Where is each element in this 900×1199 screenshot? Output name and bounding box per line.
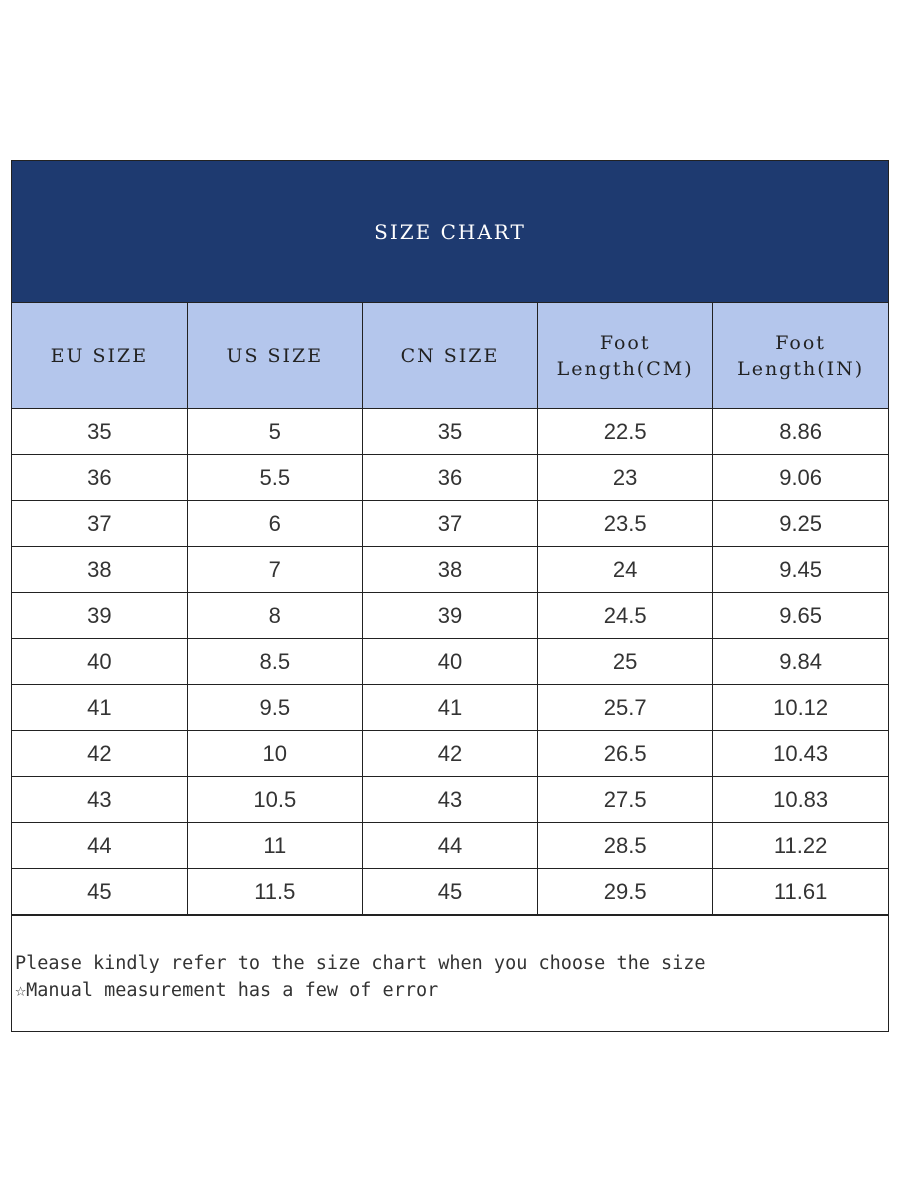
column-header [12,303,187,409]
table-cell: 35 [362,409,537,455]
table-body [12,409,888,915]
table-cell: 10.12 [713,685,888,731]
column-header-line: Length(CM) [556,357,694,380]
table-cell: 6 [187,501,362,547]
column-header-line: Foot [599,331,651,354]
table-cell: 10.43 [713,731,888,777]
column-header-line: CN SIZE [400,344,500,367]
table-cell: 36 [362,455,537,501]
table-row [12,823,888,869]
size-chart [11,160,889,1032]
table-cell: 38 [12,547,187,593]
table-row [12,593,888,639]
note-line: Please kindly refer to the size chart when you choose the size [15,953,706,974]
table-cell: 10.5 [187,777,362,823]
table-cell: 9.65 [713,593,888,639]
table-cell: 11 [187,823,362,869]
table-cell: 9.25 [713,501,888,547]
table-cell: 45 [362,869,537,915]
table-cell: 7 [187,547,362,593]
table-cell: 38 [362,547,537,593]
table-cell: 10.83 [713,777,888,823]
table-cell: 40 [12,639,187,685]
table-row [12,455,888,501]
table-cell: 25 [538,639,713,685]
table-cell: 36 [12,455,187,501]
table-cell: 27.5 [538,777,713,823]
table-cell: 43 [362,777,537,823]
table-row [12,685,888,731]
column-header-line: Foot [775,331,826,354]
header-row [12,303,888,409]
column-header [187,303,362,409]
table-row [12,639,888,685]
column-header-line: US SIZE [226,344,324,367]
table-cell: 44 [12,823,187,869]
column-header [362,303,537,409]
table-row [12,869,888,915]
table-cell: 41 [12,685,187,731]
chart-title: SIZE CHART [12,161,888,303]
table-cell: 28.5 [538,823,713,869]
table-cell: 5.5 [187,455,362,501]
table-cell: 42 [362,731,537,777]
table-row [12,547,888,593]
table-row [12,731,888,777]
table-cell: 40 [362,639,537,685]
table-cell: 25.7 [538,685,713,731]
table-cell: 41 [362,685,537,731]
table-cell: 8.5 [187,639,362,685]
column-header-line: EU SIZE [50,344,149,367]
table-cell: 42 [12,731,187,777]
table-cell: 37 [12,501,187,547]
table-cell: 29.5 [538,869,713,915]
table-row [12,777,888,823]
table-cell: 23 [538,455,713,501]
column-header-line: Length(IN) [737,357,865,380]
table-cell: 44 [362,823,537,869]
table-cell: 45 [12,869,187,915]
table-cell: 9.06 [713,455,888,501]
table-cell: 11.61 [713,869,888,915]
table-row [12,409,888,455]
table-cell: 26.5 [538,731,713,777]
column-header [538,303,713,409]
notes [12,915,888,1031]
table-cell: 8.86 [713,409,888,455]
size-table [12,303,888,915]
column-header [713,303,888,409]
table-cell: 11.22 [713,823,888,869]
table-cell: 10 [187,731,362,777]
table-cell: 11.5 [187,869,362,915]
table-cell: 23.5 [538,501,713,547]
table-cell: 9.84 [713,639,888,685]
table-cell: 24 [538,547,713,593]
table-cell: 35 [12,409,187,455]
table-cell: 9.5 [187,685,362,731]
table-cell: 22.5 [538,409,713,455]
table-row [12,501,888,547]
table-cell: 8 [187,593,362,639]
table-cell: 24.5 [538,593,713,639]
note-line: ☆Manual measurement has a few of error [15,980,439,1001]
table-cell: 43 [12,777,187,823]
table-cell: 5 [187,409,362,455]
table-cell: 39 [362,593,537,639]
table-cell: 37 [362,501,537,547]
table-cell: 39 [12,593,187,639]
table-cell: 9.45 [713,547,888,593]
